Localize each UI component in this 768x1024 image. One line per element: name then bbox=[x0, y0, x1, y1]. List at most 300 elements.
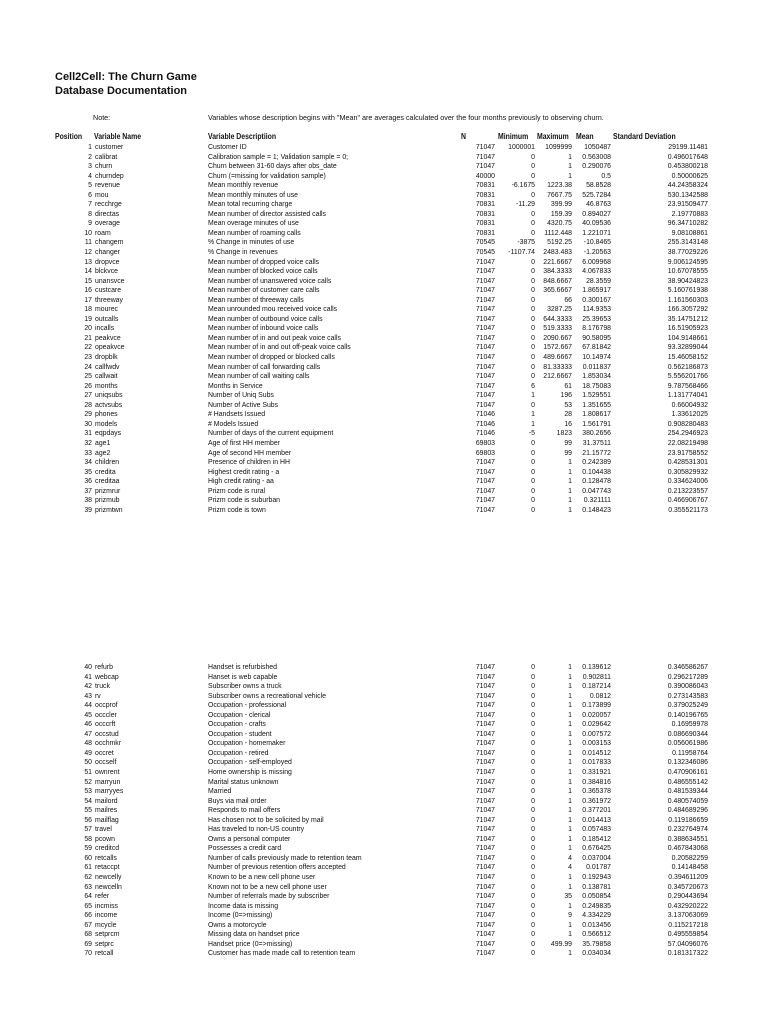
cell-position: 25 bbox=[84, 373, 92, 381]
cell-description: Mean overage minutes of use bbox=[208, 220, 299, 228]
table-row bbox=[0, 372, 768, 382]
cell-mean: 90.58095 bbox=[582, 334, 611, 342]
cell-mean: 0.011837 bbox=[582, 363, 611, 371]
cell-minimum: 0 bbox=[531, 439, 535, 447]
cell-mean: 380.2656 bbox=[582, 430, 611, 438]
cell-description: Occupation - self-employed bbox=[208, 759, 292, 767]
cell-minimum: 0 bbox=[531, 401, 535, 409]
table-row bbox=[0, 921, 768, 931]
table-row bbox=[0, 835, 768, 845]
table-row bbox=[0, 892, 768, 902]
cell-minimum: 0 bbox=[531, 769, 535, 777]
cell-mean: 28.3559 bbox=[586, 277, 611, 285]
cell-minimum: 0 bbox=[531, 287, 535, 295]
cell-mean: 0.321111 bbox=[583, 497, 611, 505]
cell-description: Mean number of call forwarding calls bbox=[208, 363, 321, 371]
cell-variable-name: setprcm bbox=[95, 931, 120, 939]
cell-minimum: 0 bbox=[531, 740, 535, 748]
cell-n: 71047 bbox=[475, 854, 495, 862]
cell-description: Responds to mail offers bbox=[208, 807, 281, 815]
cell-n: 69803 bbox=[475, 439, 495, 447]
cell-description: Has traveled to non-US country bbox=[208, 826, 305, 834]
cell-mean: 0.029642 bbox=[582, 721, 611, 729]
cell-position: 12 bbox=[84, 249, 92, 257]
cell-variable-name: truck bbox=[95, 683, 110, 691]
cell-n: 71047 bbox=[475, 931, 495, 939]
table-row bbox=[0, 191, 768, 201]
cell-variable-name: prizmtwn bbox=[95, 506, 123, 514]
cell-n: 71047 bbox=[475, 478, 495, 486]
cell-std: 0.390086043 bbox=[667, 683, 708, 691]
cell-n: 70831 bbox=[475, 210, 495, 218]
cell-position: 2 bbox=[88, 153, 92, 161]
cell-minimum: 0 bbox=[531, 912, 535, 920]
cell-n: 71047 bbox=[475, 363, 495, 371]
table-row bbox=[0, 172, 768, 182]
cell-n: 71047 bbox=[475, 902, 495, 910]
cell-minimum: 0 bbox=[531, 778, 535, 786]
cell-std: 0.181317322 bbox=[667, 950, 708, 958]
cell-mean: 40.09536 bbox=[582, 220, 611, 228]
table-row bbox=[0, 816, 768, 826]
cell-mean: 0.249835 bbox=[582, 902, 611, 910]
cell-n: 71047 bbox=[475, 721, 495, 729]
cell-minimum: 0 bbox=[531, 692, 535, 700]
cell-std: 0.495559854 bbox=[667, 931, 708, 939]
cell-description: Age of second HH member bbox=[208, 449, 292, 457]
cell-mean: 0.148423 bbox=[582, 506, 611, 514]
cell-position: 51 bbox=[84, 769, 92, 777]
cell-variable-name: occcrft bbox=[95, 721, 116, 729]
cell-std: 5.160761938 bbox=[667, 287, 708, 295]
header-variable-name: Variable Name bbox=[94, 132, 142, 141]
cell-maximum: 1 bbox=[568, 749, 572, 757]
table-row bbox=[0, 353, 768, 363]
cell-mean: 0.007572 bbox=[582, 730, 611, 738]
table-row bbox=[0, 210, 768, 220]
cell-variable-name: threeway bbox=[95, 296, 123, 304]
cell-description: Income (0=>missing) bbox=[208, 912, 273, 920]
cell-n: 71047 bbox=[475, 296, 495, 304]
cell-minimum: 0 bbox=[531, 296, 535, 304]
cell-maximum: 1 bbox=[568, 835, 572, 843]
cell-std: 38.77029226 bbox=[667, 249, 708, 257]
cell-mean: 1.865917 bbox=[582, 287, 611, 295]
note-text: Variables whose description begins with "Mean" are averages calculated over the four months previously to observing churn. bbox=[208, 113, 604, 122]
cell-std: 0.305829932 bbox=[667, 468, 708, 476]
cell-position: 23 bbox=[84, 354, 92, 362]
cell-description: Mean number of customer care calls bbox=[208, 287, 320, 295]
cell-description: Highest credit rating - a bbox=[208, 468, 280, 476]
cell-variable-name: dropblk bbox=[95, 354, 118, 362]
cell-position: 68 bbox=[84, 931, 92, 939]
cell-mean: 4.334229 bbox=[582, 912, 611, 920]
table-row bbox=[0, 229, 768, 239]
cell-n: 71047 bbox=[475, 506, 495, 514]
cell-variable-name: creditaa bbox=[95, 478, 120, 486]
cell-mean: 0.050854 bbox=[582, 893, 611, 901]
cell-std: 0.20582259 bbox=[671, 854, 708, 862]
cell-position: 38 bbox=[84, 497, 92, 505]
table-row bbox=[0, 496, 768, 506]
cell-n: 70831 bbox=[475, 182, 495, 190]
cell-minimum: 0 bbox=[531, 854, 535, 862]
cell-std: 0.086690344 bbox=[667, 730, 708, 738]
cell-mean: 4.067833 bbox=[582, 268, 611, 276]
cell-std: 0.388634551 bbox=[667, 835, 708, 843]
cell-std: 0.132346086 bbox=[667, 759, 708, 767]
cell-minimum: 0 bbox=[531, 730, 535, 738]
cell-std: 22.08219498 bbox=[667, 439, 708, 447]
cell-mean: 0.034034 bbox=[582, 950, 611, 958]
cell-minimum: -3875 bbox=[517, 239, 535, 247]
table-row bbox=[0, 315, 768, 325]
cell-position: 41 bbox=[84, 673, 92, 681]
table-row bbox=[0, 873, 768, 883]
cell-description: Months in Service bbox=[208, 382, 263, 390]
cell-position: 50 bbox=[84, 759, 92, 767]
cell-maximum: 848.6667 bbox=[543, 277, 572, 285]
cell-variable-name: recchrge bbox=[95, 201, 122, 209]
cell-n: 71047 bbox=[475, 864, 495, 872]
cell-minimum: 0 bbox=[531, 931, 535, 939]
cell-description: Occupation - student bbox=[208, 730, 272, 738]
cell-mean: 0.242389 bbox=[582, 459, 611, 467]
cell-variable-name: callfwdv bbox=[95, 363, 120, 371]
cell-maximum: 9 bbox=[568, 912, 572, 920]
cell-maximum: 1 bbox=[568, 692, 572, 700]
cell-n: 71047 bbox=[475, 354, 495, 362]
cell-maximum: 35 bbox=[564, 893, 572, 901]
table-row bbox=[0, 854, 768, 864]
cell-mean: 0.01787 bbox=[586, 864, 611, 872]
cell-std: 15.46058152 bbox=[667, 354, 708, 362]
table-row bbox=[0, 162, 768, 172]
cell-maximum: 1 bbox=[568, 845, 572, 853]
cell-minimum: 0 bbox=[531, 721, 535, 729]
table-row bbox=[0, 797, 768, 807]
cell-position: 36 bbox=[84, 478, 92, 486]
cell-description: Marital status unknown bbox=[208, 778, 279, 786]
cell-position: 35 bbox=[84, 468, 92, 476]
cell-maximum: 5192.25 bbox=[547, 239, 572, 247]
cell-std: 2.19770883 bbox=[671, 210, 708, 218]
cell-variable-name: creditcd bbox=[95, 845, 120, 853]
cell-variable-name: eqpdays bbox=[95, 430, 122, 438]
cell-mean: 1.853034 bbox=[582, 373, 611, 381]
cell-position: 70 bbox=[84, 950, 92, 958]
cell-description: Mean number of dropped or blocked calls bbox=[208, 354, 335, 362]
cell-minimum: 0 bbox=[531, 902, 535, 910]
cell-description: Customer ID bbox=[208, 144, 247, 151]
cell-maximum: 1 bbox=[568, 468, 572, 476]
cell-std: 0.394611209 bbox=[668, 874, 708, 882]
cell-description: Prizm code is town bbox=[208, 506, 266, 514]
cell-variable-name: age1 bbox=[95, 439, 111, 447]
cell-minimum: 0 bbox=[531, 315, 535, 323]
cell-mean: 0.013456 bbox=[582, 921, 611, 929]
cell-variable-name: newcelln bbox=[95, 883, 122, 891]
cell-description: Presence of children in HH bbox=[208, 459, 290, 467]
table-row bbox=[0, 200, 768, 210]
cell-position: 16 bbox=[84, 287, 92, 295]
cell-maximum: 384.3333 bbox=[543, 268, 572, 276]
cell-std: 0.273143583 bbox=[667, 692, 708, 700]
cell-mean: 31.37511 bbox=[582, 439, 611, 447]
header-position: Position bbox=[55, 132, 83, 141]
cell-std: 0.453800218 bbox=[667, 163, 708, 171]
cell-position: 3 bbox=[88, 163, 92, 171]
cell-minimum: 1 bbox=[531, 420, 535, 428]
cell-position: 5 bbox=[88, 182, 92, 190]
cell-minimum: 0 bbox=[531, 478, 535, 486]
cell-description: Buys via mail order bbox=[208, 797, 267, 805]
cell-std: 57.04096076 bbox=[667, 940, 708, 948]
cell-variable-name: mailflag bbox=[95, 816, 119, 824]
cell-n: 71047 bbox=[475, 497, 495, 505]
table-row bbox=[0, 749, 768, 759]
cell-description: Age of first HH member bbox=[208, 439, 280, 447]
cell-minimum: 0 bbox=[531, 788, 535, 796]
cell-std: 0.355521173 bbox=[668, 506, 708, 514]
cell-position: 49 bbox=[84, 749, 92, 757]
cell-n: 70831 bbox=[475, 191, 495, 199]
cell-variable-name: customer bbox=[95, 144, 124, 151]
table-row bbox=[0, 758, 768, 768]
cell-minimum: -11.29 bbox=[515, 201, 535, 209]
cell-maximum: 4 bbox=[568, 864, 572, 872]
cell-maximum: 2090.667 bbox=[543, 334, 572, 342]
cell-minimum: 0 bbox=[531, 373, 535, 381]
cell-position: 57 bbox=[84, 826, 92, 834]
cell-description: Subscriber owns a recreational vehicle bbox=[208, 692, 326, 700]
cell-minimum: 0 bbox=[531, 921, 535, 929]
cell-std: 0.467843068 bbox=[667, 845, 708, 853]
cell-description: Income data is missing bbox=[208, 902, 279, 910]
table-row bbox=[0, 902, 768, 912]
table-row bbox=[0, 711, 768, 721]
cell-description: Prizm code is rural bbox=[208, 487, 266, 495]
cell-description: Churn between 31-60 days after obs_date bbox=[208, 163, 337, 171]
cell-variable-name: occhmkr bbox=[95, 740, 122, 748]
cell-position: 65 bbox=[84, 902, 92, 910]
cell-variable-name: occcler bbox=[95, 711, 117, 719]
cell-maximum: 1823 bbox=[556, 430, 572, 438]
cell-std: 0.562186873 bbox=[667, 363, 708, 371]
cell-description: Mean monthly revenue bbox=[208, 182, 279, 190]
cell-n: 71047 bbox=[475, 664, 495, 671]
cell-n: 71047 bbox=[475, 778, 495, 786]
cell-variable-name: models bbox=[95, 420, 118, 428]
cell-position: 22 bbox=[84, 344, 92, 352]
cell-maximum: 1 bbox=[568, 153, 572, 161]
document-title: Cell2Cell: The Churn Game bbox=[55, 71, 197, 83]
cell-minimum: 1 bbox=[531, 411, 535, 419]
cell-description: Hanset is web capable bbox=[208, 673, 278, 681]
cell-position: 27 bbox=[84, 392, 92, 400]
cell-std: 0.14148458 bbox=[671, 864, 708, 872]
cell-mean: 1.351655 bbox=[582, 401, 611, 409]
table-row bbox=[0, 883, 768, 893]
cell-variable-name: blckvce bbox=[95, 268, 118, 276]
cell-std: 0.290443694 bbox=[667, 893, 708, 901]
cell-n: 71047 bbox=[475, 807, 495, 815]
variable-table-part-1 bbox=[0, 143, 768, 515]
cell-position: 31 bbox=[84, 430, 92, 438]
cell-description: Number of Active Subs bbox=[208, 401, 279, 409]
cell-position: 47 bbox=[84, 730, 92, 738]
cell-position: 43 bbox=[84, 692, 92, 700]
cell-mean: 0.014413 bbox=[582, 816, 611, 824]
cell-variable-name: income bbox=[95, 912, 118, 920]
cell-maximum: 4 bbox=[568, 854, 572, 862]
cell-std: 9.787568466 bbox=[667, 382, 708, 390]
cell-mean: 0.902811 bbox=[582, 673, 611, 681]
cell-minimum: 0 bbox=[531, 940, 535, 948]
cell-position: 30 bbox=[84, 420, 92, 428]
cell-minimum: 1000001 bbox=[508, 144, 535, 151]
cell-description: Mean number of director assisted calls bbox=[208, 210, 326, 218]
table-row bbox=[0, 506, 768, 516]
cell-mean: 67.81842 bbox=[582, 344, 611, 352]
cell-mean: 1.561791 bbox=[582, 420, 611, 428]
table-row bbox=[0, 806, 768, 816]
cell-n: 71047 bbox=[475, 816, 495, 824]
cell-std: 1.131774041 bbox=[667, 392, 708, 400]
cell-variable-name: incalls bbox=[95, 325, 115, 333]
cell-n: 71047 bbox=[475, 277, 495, 285]
cell-maximum: 1 bbox=[568, 816, 572, 824]
table-row bbox=[0, 248, 768, 258]
cell-variable-name: retaccpt bbox=[95, 864, 120, 872]
cell-n: 71047 bbox=[475, 382, 495, 390]
cell-position: 61 bbox=[84, 864, 92, 872]
cell-mean: 0.300167 bbox=[582, 296, 611, 304]
cell-maximum: 1 bbox=[568, 769, 572, 777]
cell-std: 0.334624006 bbox=[667, 478, 708, 486]
cell-maximum: 2483.483 bbox=[543, 249, 572, 257]
cell-description: Handset is refurbished bbox=[208, 664, 277, 671]
cell-description: Number of days of the current equipment bbox=[208, 430, 334, 438]
cell-variable-name: changem bbox=[95, 239, 124, 247]
cell-position: 44 bbox=[84, 702, 92, 710]
cell-variable-name: children bbox=[95, 459, 120, 467]
cell-minimum: 0 bbox=[531, 325, 535, 333]
cell-n: 71047 bbox=[475, 835, 495, 843]
cell-std: 0.470906161 bbox=[667, 769, 708, 777]
cell-mean: 0.566512 bbox=[582, 931, 611, 939]
cell-position: 26 bbox=[84, 382, 92, 390]
cell-variable-name: callwait bbox=[95, 373, 118, 381]
cell-variable-name: incmiss bbox=[95, 902, 118, 910]
cell-variable-name: overage bbox=[95, 220, 120, 228]
cell-maximum: 1223.38 bbox=[547, 182, 572, 190]
cell-position: 4 bbox=[88, 172, 92, 180]
cell-std: 0.346586267 bbox=[667, 664, 708, 671]
cell-std: 0.119186659 bbox=[668, 816, 708, 824]
cell-maximum: 1 bbox=[568, 721, 572, 729]
cell-variable-name: occprof bbox=[95, 702, 118, 710]
cell-mean: 0.361972 bbox=[582, 797, 611, 805]
table-row bbox=[0, 382, 768, 392]
cell-minimum: 0 bbox=[531, 874, 535, 882]
table-row bbox=[0, 181, 768, 191]
cell-variable-name: refer bbox=[95, 893, 110, 901]
table-row bbox=[0, 701, 768, 711]
cell-variable-name: retcall bbox=[95, 950, 114, 958]
cell-position: 15 bbox=[84, 277, 92, 285]
cell-description: Has chosen not to be solicited by mail bbox=[208, 816, 324, 824]
cell-maximum: 1112.448 bbox=[544, 229, 572, 237]
cell-description: Mean number of in and out off-peak voice calls bbox=[208, 344, 351, 352]
cell-minimum: 0 bbox=[531, 210, 535, 218]
cell-description: Mean number of unanswered voice calls bbox=[208, 277, 332, 285]
cell-description: Mean number of roaming calls bbox=[208, 229, 301, 237]
cell-description: Mean number of blocked voice calls bbox=[208, 268, 318, 276]
cell-maximum: 644.3333 bbox=[543, 315, 572, 323]
cell-minimum: 0 bbox=[531, 845, 535, 853]
cell-minimum: 0 bbox=[531, 459, 535, 467]
cell-variable-name: actvsubs bbox=[95, 401, 123, 409]
cell-variable-name: setprc bbox=[95, 940, 114, 948]
cell-position: 17 bbox=[84, 296, 92, 304]
cell-position: 37 bbox=[84, 487, 92, 495]
table-row bbox=[0, 739, 768, 749]
cell-minimum: 0 bbox=[531, 163, 535, 171]
cell-n: 71047 bbox=[475, 373, 495, 381]
cell-minimum: -6.1675 bbox=[511, 182, 535, 190]
cell-minimum: 0 bbox=[531, 506, 535, 514]
cell-maximum: 1 bbox=[568, 497, 572, 505]
cell-maximum: 159.39 bbox=[550, 210, 572, 218]
cell-std: 0.16959978 bbox=[671, 721, 708, 729]
cell-description: % Change in revenues bbox=[208, 249, 278, 257]
cell-mean: 0.003153 bbox=[582, 740, 611, 748]
table-row bbox=[0, 401, 768, 411]
cell-description: Mean unrounded mou received voice calls bbox=[208, 306, 338, 314]
table-row bbox=[0, 429, 768, 439]
cell-std: 5.556201766 bbox=[667, 373, 708, 381]
cell-minimum: 0 bbox=[531, 449, 535, 457]
cell-variable-name: churn bbox=[95, 163, 113, 171]
cell-minimum: 1 bbox=[531, 392, 535, 400]
cell-description: Occupation - crafts bbox=[208, 721, 266, 729]
cell-std: 0.379025249 bbox=[667, 702, 708, 710]
cell-std: 44.24358324 bbox=[667, 182, 708, 190]
cell-variable-name: roam bbox=[95, 229, 111, 237]
cell-maximum: 196 bbox=[560, 392, 572, 400]
cell-mean: 58.8528 bbox=[586, 182, 611, 190]
cell-std: 0.432920222 bbox=[667, 902, 708, 910]
cell-std: 0.428531301 bbox=[667, 459, 708, 467]
cell-mean: 8.176798 bbox=[582, 325, 611, 333]
cell-std: 3.137063069 bbox=[667, 912, 708, 920]
cell-n: 70831 bbox=[475, 220, 495, 228]
cell-variable-name: refurb bbox=[95, 664, 114, 671]
cell-variable-name: churndep bbox=[95, 172, 124, 180]
cell-maximum: 16 bbox=[564, 420, 572, 428]
cell-maximum: 1 bbox=[568, 740, 572, 748]
table-row bbox=[0, 420, 768, 430]
cell-n: 71047 bbox=[475, 287, 495, 295]
cell-minimum: 0 bbox=[531, 334, 535, 342]
cell-position: 60 bbox=[84, 854, 92, 862]
cell-n: 71047 bbox=[475, 487, 495, 495]
cell-minimum: 0 bbox=[531, 344, 535, 352]
cell-maximum: 399.99 bbox=[550, 201, 572, 209]
cell-variable-name: directas bbox=[95, 210, 120, 218]
cell-maximum: 1099999 bbox=[545, 144, 572, 151]
